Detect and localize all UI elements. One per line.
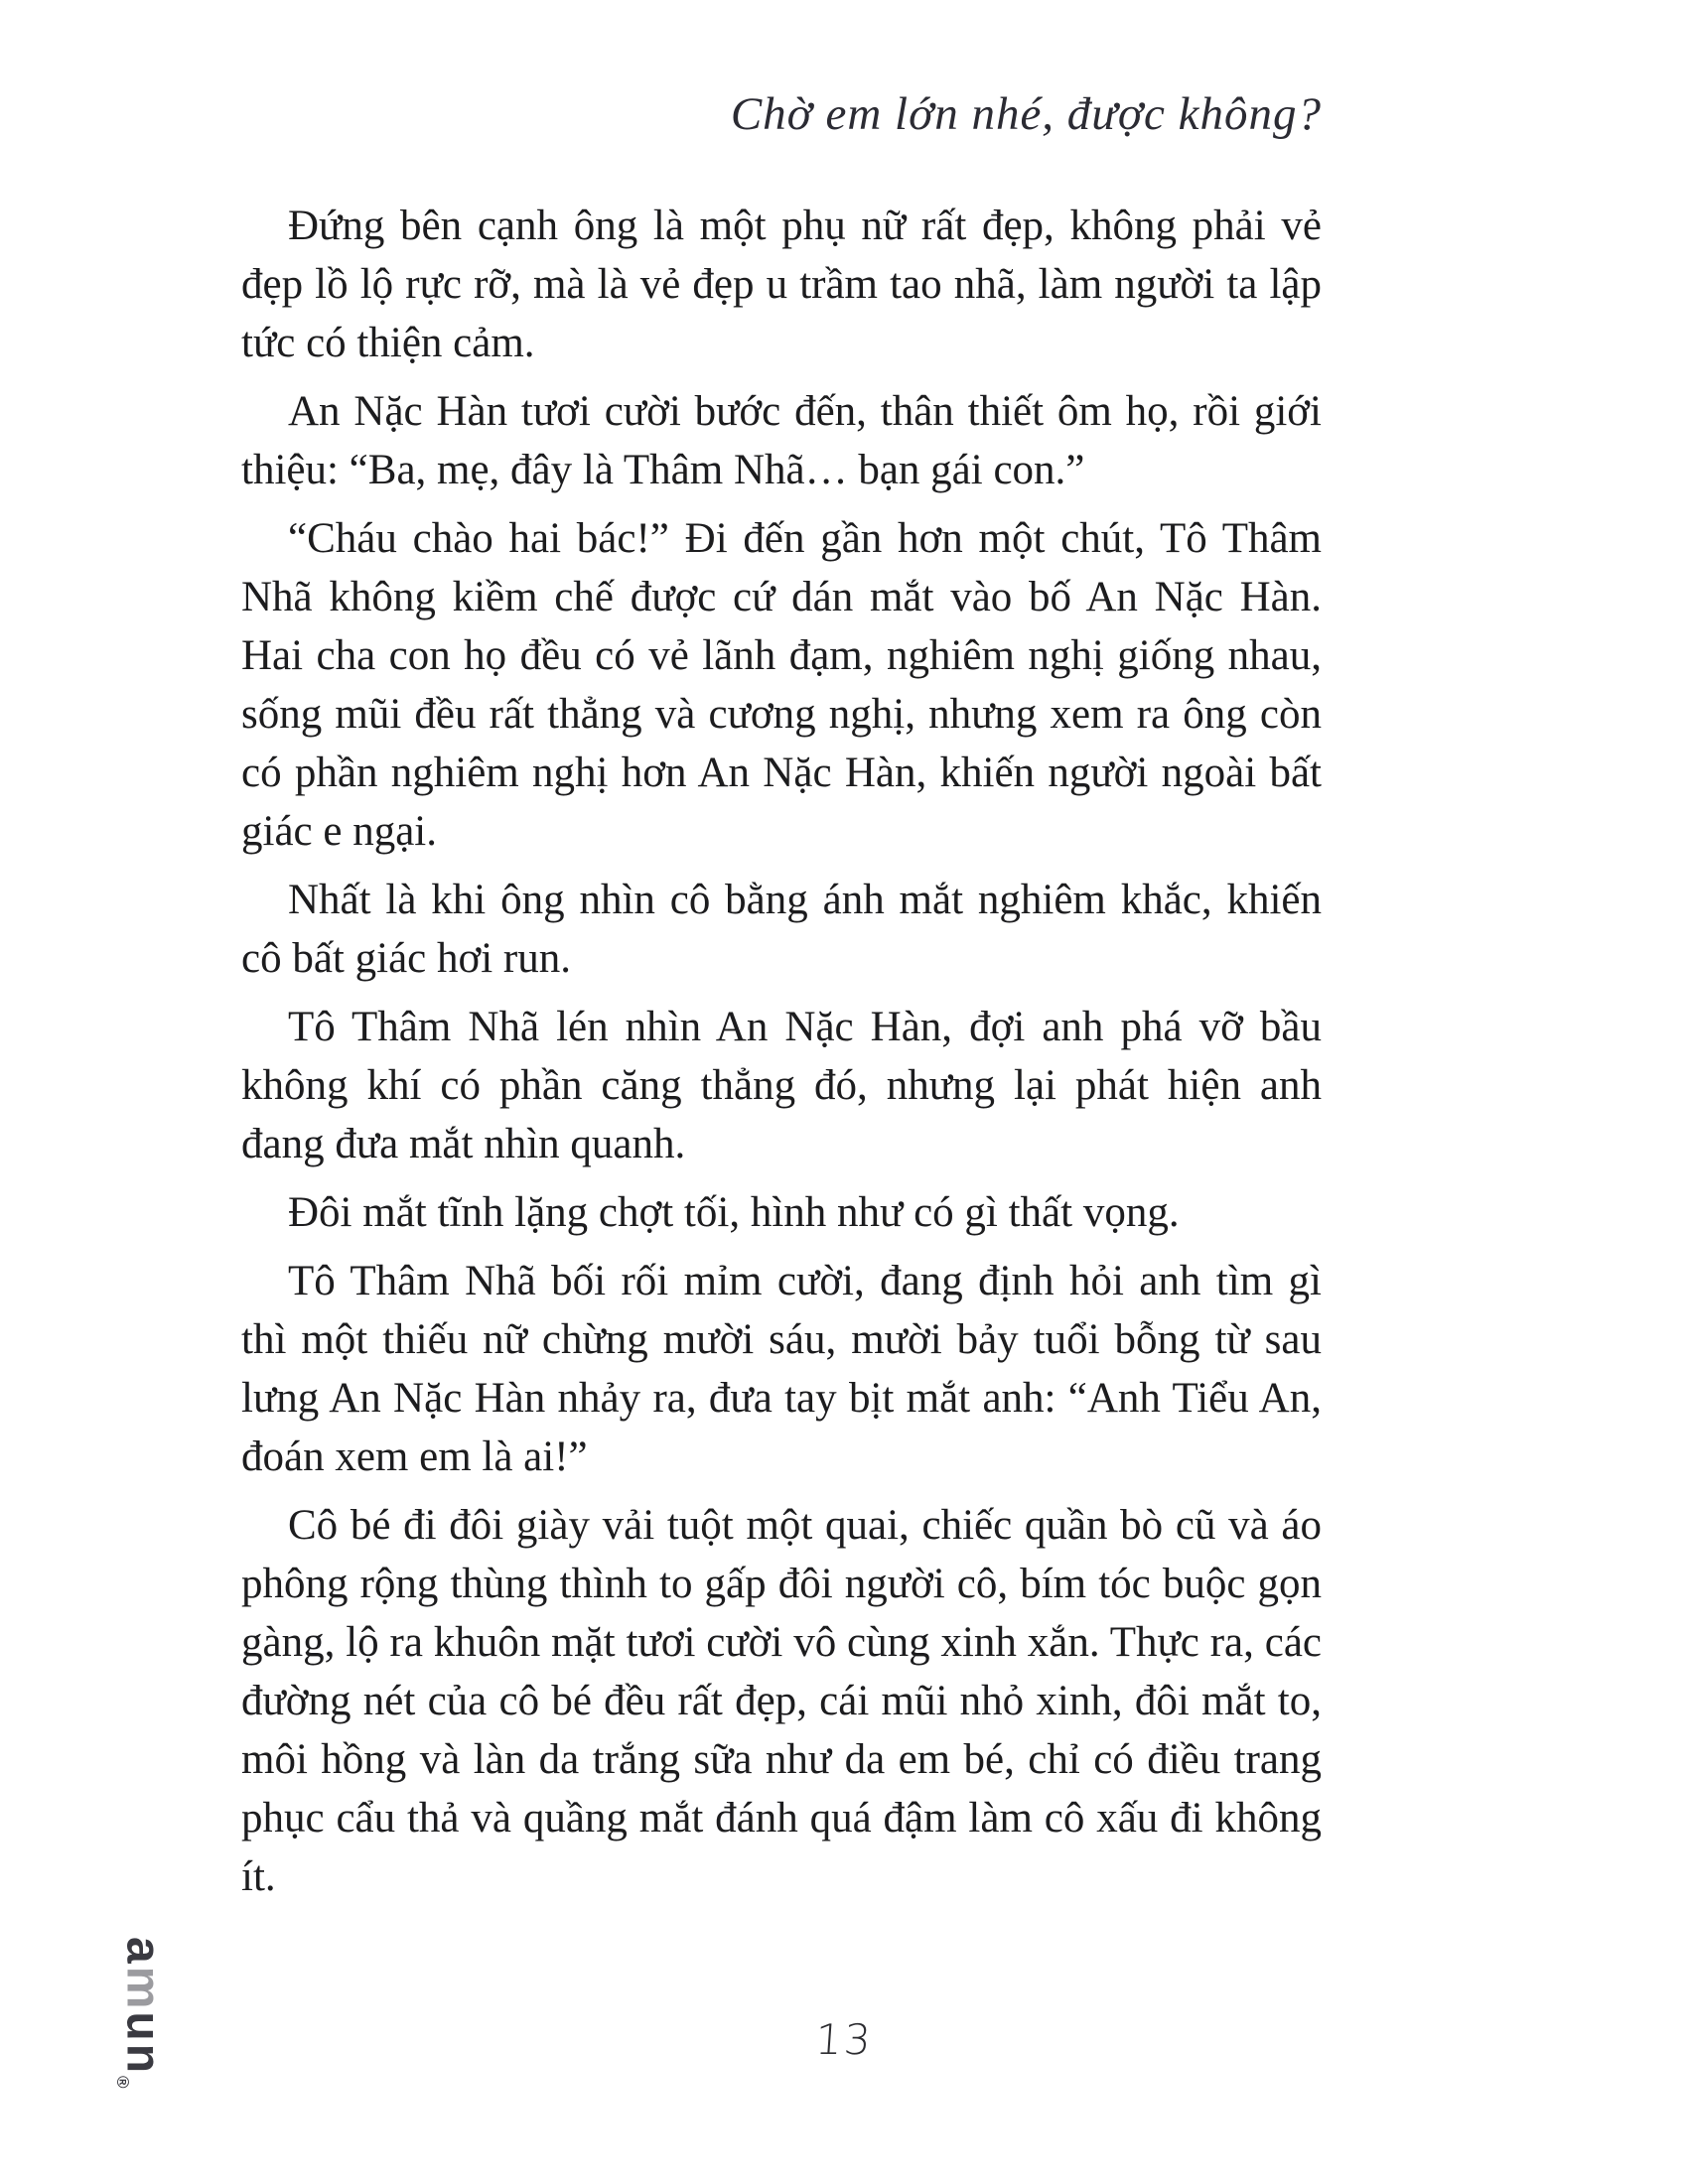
paragraph: Tô Thâm Nhã lén nhìn An Nặc Hàn, đợi anh phá vỡ bầu không khí có phần căng thẳng đó, nhưng lại phát hiện anh đang đưa mắt nhìn quanh. [241,1004,1322,1167]
logo-letter-n: n [116,2043,170,2076]
paragraph: An Nặc Hàn tươi cười bước đến, thân thiết ôm họ, rồi giới thiệu: “Ba, mẹ, đây là Thâm Nhã… bạn gái con.” [241,388,1322,493]
body-text-block [241,197,1322,1916]
publisher-logo-wordmark [112,1936,170,2089]
running-head-title: Chờ em lớn nhé, được không? [730,88,1322,140]
publisher-logo [95,1938,185,2087]
paragraph: Tô Thâm Nhã bối rối mỉm cười, đang định hỏi anh tìm gì thì một thiếu nữ chừng mười sáu, mười bảy tuổi bỗng từ sau lưng An Nặc Hàn nhảy ra, đưa tay bịt mắt anh: “Anh Tiểu An, đoán xem em là ai!” [241,1258,1322,1480]
logo-letter-a: a [116,1936,170,1967]
page-number: 13 [813,2015,875,2064]
logo-letter-m: m [116,1966,170,2012]
paragraph: Đôi mắt tĩnh lặng chợt tối, hình như có gì thất vọng. [288,1189,1180,1236]
registered-trademark-icon: ® [112,2075,132,2089]
logo-letter-u: u [116,2011,170,2044]
paragraph: Đứng bên cạnh ông là một phụ nữ rất đẹp, không phải vẻ đẹp lồ lộ rực rỡ, mà là vẻ đẹp u trầm tao nhã, làm người ta lập tức có thiện cảm. [241,203,1322,366]
paragraph: Nhất là khi ông nhìn cô bằng ánh mắt nghiêm khắc, khiến cô bất giác hơi run. [241,877,1322,982]
paragraph: “Cháu chào hai bác!” Đi đến gần hơn một chút, Tô Thâm Nhã không kiềm chế được cứ dán mắt vào bố An Nặc Hàn. Hai cha con họ đều có vẻ lãnh đạm, nghiêm nghị giống nhau, sống mũi đều rất thẳng và cương nghị, nhưng xem ra ông còn có phần nghiêm nghị hơn An Nặc Hàn, khiến người ngoài bất giác e ngại. [241,515,1322,855]
paragraph: Cô bé đi đôi giày vải tuột một quai, chiếc quần bò cũ và áo phông rộng thùng thình to gấp đôi người cô, bím tóc buộc gọn gàng, lộ ra khuôn mặt tươi cười vô cùng xinh xắn. Thực ra, các đường nét của cô bé đều rất đẹp, cái mũi nhỏ xinh, đôi mắt to, môi hồng và làn da trắng sữa như da em bé, chỉ có điều trang phục cẩu thả và quầng mắt đánh quá đậm làm cô xấu đi không ít. [241,1502,1322,1900]
